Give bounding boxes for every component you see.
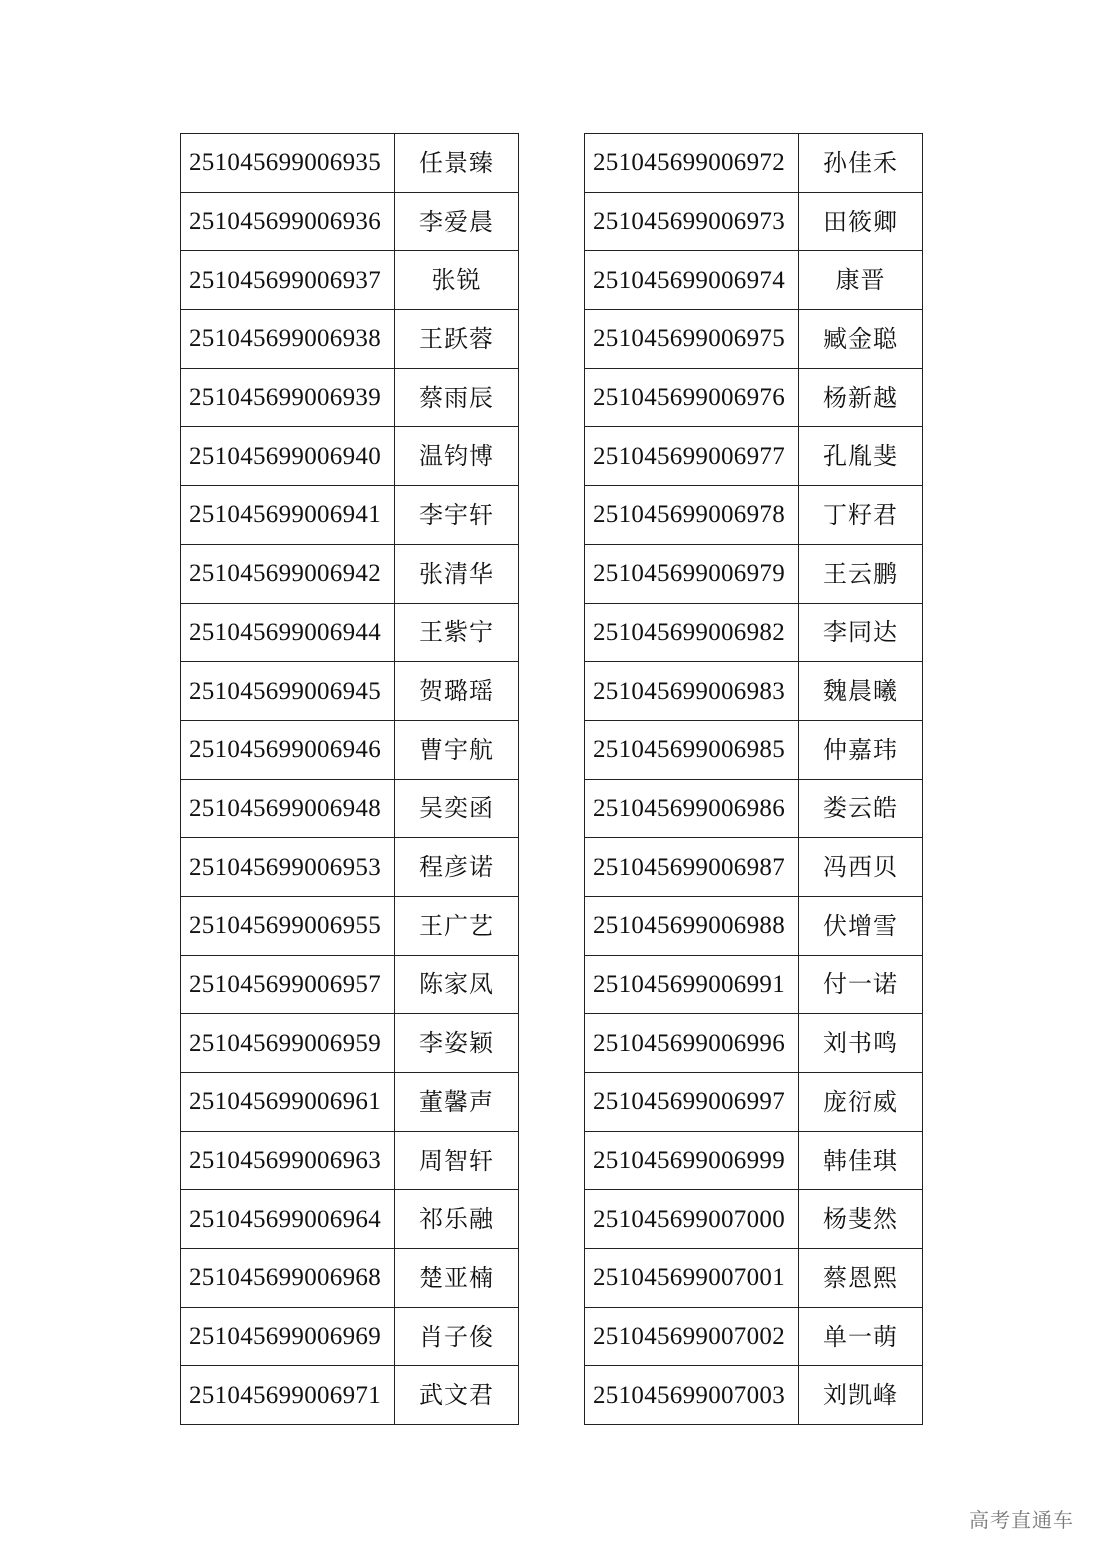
candidate-name-cell: 董馨声	[395, 1073, 519, 1132]
table-row	[585, 310, 923, 369]
right-roster-table	[584, 133, 923, 1425]
candidate-name-cell: 祁乐融	[395, 1190, 519, 1249]
table-row	[181, 1190, 519, 1249]
candidate-id-cell: 251045699006996	[585, 1014, 799, 1073]
candidate-id-cell: 251045699006986	[585, 779, 799, 838]
candidate-name-cell: 温钧博	[395, 427, 519, 486]
candidate-name-cell: 孙佳禾	[799, 134, 923, 193]
candidate-name-cell: 刘书鸣	[799, 1014, 923, 1073]
table-row	[585, 1131, 923, 1190]
candidate-name-cell: 李同达	[799, 603, 923, 662]
candidate-id-cell: 251045699006937	[181, 251, 395, 310]
candidate-id-cell: 251045699006938	[181, 310, 395, 369]
left-roster-body	[181, 134, 519, 1425]
candidate-name-cell: 韩佳琪	[799, 1131, 923, 1190]
candidate-name-cell: 伏增雪	[799, 896, 923, 955]
table-row	[585, 134, 923, 193]
table-row	[585, 486, 923, 545]
candidate-name-cell: 付一诺	[799, 955, 923, 1014]
table-row	[585, 1014, 923, 1073]
table-row	[181, 1249, 519, 1308]
candidate-id-cell: 251045699006948	[181, 779, 395, 838]
table-row	[585, 955, 923, 1014]
candidate-id-cell: 251045699006939	[181, 368, 395, 427]
candidate-id-cell: 251045699006999	[585, 1131, 799, 1190]
table-row	[585, 1366, 923, 1425]
candidate-id-cell: 251045699006978	[585, 486, 799, 545]
candidate-name-cell: 刘凯峰	[799, 1366, 923, 1425]
table-row	[181, 1366, 519, 1425]
table-row	[181, 192, 519, 251]
table-row	[585, 896, 923, 955]
candidate-id-cell: 251045699006969	[181, 1307, 395, 1366]
candidate-id-cell: 251045699006946	[181, 720, 395, 779]
candidate-id-cell: 251045699007000	[585, 1190, 799, 1249]
table-row	[181, 955, 519, 1014]
table-row	[585, 603, 923, 662]
table-row	[181, 720, 519, 779]
candidate-name-cell: 肖子俊	[395, 1307, 519, 1366]
table-row	[585, 1307, 923, 1366]
candidate-name-cell: 冯西贝	[799, 838, 923, 897]
candidate-name-cell: 蔡雨辰	[395, 368, 519, 427]
candidate-id-cell: 251045699006935	[181, 134, 395, 193]
table-row	[181, 1014, 519, 1073]
candidate-id-cell: 251045699006963	[181, 1131, 395, 1190]
candidate-name-cell: 李爱晨	[395, 192, 519, 251]
table-row	[585, 544, 923, 603]
candidate-name-cell: 臧金聪	[799, 310, 923, 369]
table-row	[181, 251, 519, 310]
candidate-name-cell: 单一萌	[799, 1307, 923, 1366]
table-row	[585, 779, 923, 838]
table-row	[181, 544, 519, 603]
table-row	[181, 310, 519, 369]
candidate-id-cell: 251045699006979	[585, 544, 799, 603]
table-row	[181, 1307, 519, 1366]
table-row	[585, 720, 923, 779]
table-row	[585, 427, 923, 486]
candidate-id-cell: 251045699006991	[585, 955, 799, 1014]
candidate-id-cell: 251045699006973	[585, 192, 799, 251]
candidate-id-cell: 251045699006953	[181, 838, 395, 897]
candidate-id-cell: 251045699006977	[585, 427, 799, 486]
candidate-name-cell: 楚亚楠	[395, 1249, 519, 1308]
candidate-name-cell: 孔胤斐	[799, 427, 923, 486]
candidate-id-cell: 251045699006997	[585, 1073, 799, 1132]
candidate-name-cell: 蔡恩熙	[799, 1249, 923, 1308]
table-row	[181, 1073, 519, 1132]
candidate-id-cell: 251045699007002	[585, 1307, 799, 1366]
table-row	[181, 134, 519, 193]
candidate-id-cell: 251045699007001	[585, 1249, 799, 1308]
candidate-name-cell: 王跃蓉	[395, 310, 519, 369]
candidate-name-cell: 王云鹏	[799, 544, 923, 603]
candidate-name-cell: 张清华	[395, 544, 519, 603]
table-row	[585, 368, 923, 427]
candidate-name-cell: 李宇轩	[395, 486, 519, 545]
candidate-name-cell: 程彦诺	[395, 838, 519, 897]
table-row	[585, 838, 923, 897]
candidate-id-cell: 251045699006945	[181, 662, 395, 721]
candidate-id-cell: 251045699006941	[181, 486, 395, 545]
candidate-id-cell: 251045699006982	[585, 603, 799, 662]
candidate-name-cell: 杨斐然	[799, 1190, 923, 1249]
table-row	[585, 1073, 923, 1132]
candidate-name-cell: 王广艺	[395, 896, 519, 955]
candidate-id-cell: 251045699006944	[181, 603, 395, 662]
table-row	[181, 368, 519, 427]
table-row	[585, 1249, 923, 1308]
candidate-id-cell: 251045699006988	[585, 896, 799, 955]
table-row	[181, 779, 519, 838]
candidate-name-cell: 魏晨曦	[799, 662, 923, 721]
candidate-id-cell: 251045699006959	[181, 1014, 395, 1073]
candidate-id-cell: 251045699006955	[181, 896, 395, 955]
table-row	[585, 1190, 923, 1249]
candidate-name-cell: 田筱卿	[799, 192, 923, 251]
table-row	[181, 662, 519, 721]
candidate-id-cell: 251045699006964	[181, 1190, 395, 1249]
left-roster-table	[180, 133, 519, 1425]
candidate-name-cell: 仲嘉玮	[799, 720, 923, 779]
candidate-id-cell: 251045699006971	[181, 1366, 395, 1425]
table-row	[181, 1131, 519, 1190]
candidate-id-cell: 251045699006942	[181, 544, 395, 603]
right-roster-body	[585, 134, 923, 1425]
candidate-id-cell: 251045699006957	[181, 955, 395, 1014]
candidate-id-cell: 251045699006940	[181, 427, 395, 486]
candidate-name-cell: 王紫宁	[395, 603, 519, 662]
candidate-id-cell: 251045699006936	[181, 192, 395, 251]
candidate-name-cell: 贺璐瑶	[395, 662, 519, 721]
candidate-name-cell: 张锐	[395, 251, 519, 310]
table-row	[585, 192, 923, 251]
candidate-name-cell: 杨新越	[799, 368, 923, 427]
candidate-name-cell: 曹宇航	[395, 720, 519, 779]
candidate-name-cell: 丁籽君	[799, 486, 923, 545]
candidate-id-cell: 251045699006976	[585, 368, 799, 427]
candidate-name-cell: 任景臻	[395, 134, 519, 193]
table-row	[181, 427, 519, 486]
candidate-id-cell: 251045699006983	[585, 662, 799, 721]
candidate-id-cell: 251045699007003	[585, 1366, 799, 1425]
candidate-name-cell: 康晋	[799, 251, 923, 310]
table-row	[585, 662, 923, 721]
table-row	[181, 603, 519, 662]
candidate-id-cell: 251045699006987	[585, 838, 799, 897]
candidate-name-cell: 庞衍威	[799, 1073, 923, 1132]
candidate-id-cell: 251045699006974	[585, 251, 799, 310]
candidate-id-cell: 251045699006968	[181, 1249, 395, 1308]
candidate-id-cell: 251045699006972	[585, 134, 799, 193]
candidate-name-cell: 娄云皓	[799, 779, 923, 838]
table-row	[585, 251, 923, 310]
watermark-text: 高考直通车	[969, 1508, 1074, 1532]
table-row	[181, 896, 519, 955]
candidate-name-cell: 武文君	[395, 1366, 519, 1425]
table-row	[181, 838, 519, 897]
candidate-name-cell: 陈家凤	[395, 955, 519, 1014]
candidate-id-cell: 251045699006985	[585, 720, 799, 779]
candidate-name-cell: 周智轩	[395, 1131, 519, 1190]
candidate-name-cell: 吴奕函	[395, 779, 519, 838]
candidate-id-cell: 251045699006975	[585, 310, 799, 369]
table-row	[181, 486, 519, 545]
candidate-id-cell: 251045699006961	[181, 1073, 395, 1132]
candidate-name-cell: 李姿颖	[395, 1014, 519, 1073]
